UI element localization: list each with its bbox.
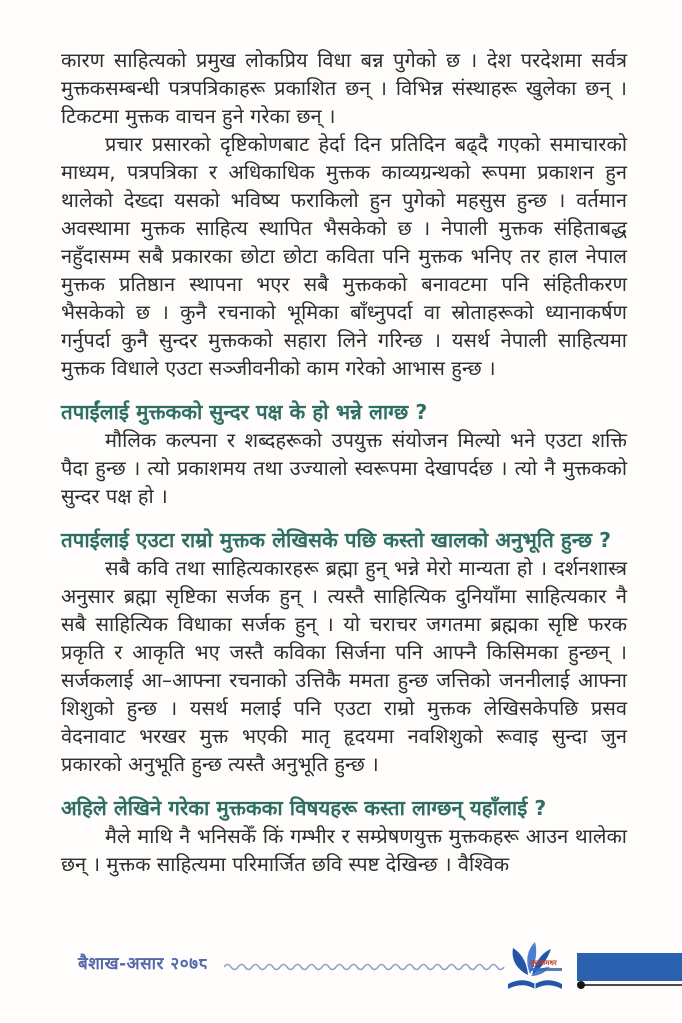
- qa-section-3: [61, 794, 627, 878]
- open-book-icon: [508, 980, 562, 989]
- article-body: [61, 46, 627, 878]
- qa-section-2: [61, 526, 627, 778]
- question-heading-2: तपाईलाई एउटा राम्रो मुक्तक लेखिसके पछि कस्तो खालको अनुभूति हुन्छ ?: [61, 528, 612, 552]
- footer-accent-bar: [577, 953, 682, 981]
- logo-title-microtext: मुक्तकमधर: [530, 959, 557, 967]
- wavy-divider-line: [224, 959, 506, 973]
- issue-date-label: बैशाख-असार २०७८: [78, 954, 208, 974]
- question-heading-1: तपाईंलाई मुक्तकको सुन्दर पक्ष के हो भन्ने लाग्छ ?: [61, 400, 428, 424]
- publisher-logo: [502, 939, 576, 997]
- intro-paragraph-1: कारण साहित्यको प्रमुख लोकप्रिय विधा बन्न पुगेको छ । देश परदेशमा सर्वत्र मुक्तकसम्बन्धी पत्रपत्रिकाहरू प्रकाशित छन् । विभिन्न संस्थाहरू खुलेका छन् । टिकटमा मुक्तक वाचन हुने गरेका छन् ।: [61, 48, 627, 128]
- footer-rule-line: [581, 984, 682, 986]
- answer-paragraph-2: सबै कवि तथा साहित्यकारहरू ब्रह्मा हुन् भन्ने मेरो मान्यता हो । दर्शनशास्त्र अनुसार ब्रह्मा सृष्टिका सर्जक हुन् । त्यस्तै साहित्यिक दुनियाँमा साहित्यकार नै सबै साहित्यिक विधाका सर्जक हुन् । यो चराचर जगतमा ब्रह्मका सृष्टि फरक प्रकृति र आकृति भए जस्तै कविका सिर्जना पनि आफ्नै किसिमका हुन्छन् । सर्जकलाई आ–आफ्ना रचनाको उत्तिकै ममता हुन्छ जत्तिको जननीलाई आफ्ना शिशुको हुन्छ । यसर्थ मलाई पनि एउटा राम्रो मुक्तक लेखिसकेपछि प्रसव वेदनावाट भरखर मुक्त भएकी मातृ हृदयमा नवशिशुको रूवाइ सुन्दा जुन प्रकारको अनुभूति हुन्छ त्यस्तै अनुभूति हुन्छ ।: [61, 556, 627, 776]
- logo-tagline-microtext: [530, 968, 562, 971]
- qa-section-1: [61, 398, 627, 510]
- intro-paragraph-2: प्रचार प्रसारको दृष्टिकोणबाट हेर्दा दिन प्रतिदिन बढ्दै गएको समाचारको माध्यम, पत्रपत्रिका र अधिकाधिक मुक्तक काव्यग्रन्थको रूपमा प्रकाशन हुन थालेको देख्दा यसको भविष्य फराकिलो हुन पुगेको महसुस हुन्छ । वर्तमान अवस्थामा मुक्तक साहित्य स्थापित भैसकेको छ । नेपाली मुक्तक संहिताबद्ध नहुँदासम्म सबै प्रकारका छोटा छोटा कविता पनि मुक्तक भनिए तर हाल नेपाल मुक्तक प्रतिष्ठान स्थापना भएर सबै मुक्तकको बनावटमा पनि संहितीकरण भैसकेको छ । कुनै रचनाको भूमिका बाँध्नुपर्दा वा स्रोताहरूको ध्यानाकर्षण गर्नुपर्दा कुनै सुन्दर मुक्तकको सहारा लिने गरिन्छ । यसर्थ नेपाली साहित्यमा मुक्तक विधाले एउटा सञ्जीवनीको काम गरेको आभास हुन्छ ।: [61, 132, 627, 380]
- question-heading-3: अहिले लेखिने गरेका मुक्तकका विषयहरू कस्ता लाग्छन् यहाँलाई ?: [61, 796, 547, 820]
- answer-paragraph-3: मैले माथि नै भनिसकेँ किं गम्भीर र सम्प्रेषणयुक्त मुक्तकहरू आउन थालेका छन् । मुक्तक साहित्यमा परिमार्जित छवि स्पष्ट देखिन्छ । वैश्विक: [61, 824, 627, 876]
- answer-paragraph-1: मौलिक कल्पना र शब्दहरूको उपयुक्त संयोजन मिल्यो भने एउटा शक्ति पैदा हुन्छ । त्यो प्रकाशमय तथा उज्यालो स्वरूपमा देखापर्दछ । त्यो नै मुक्तकको सुन्दर पक्ष हो ।: [61, 428, 627, 508]
